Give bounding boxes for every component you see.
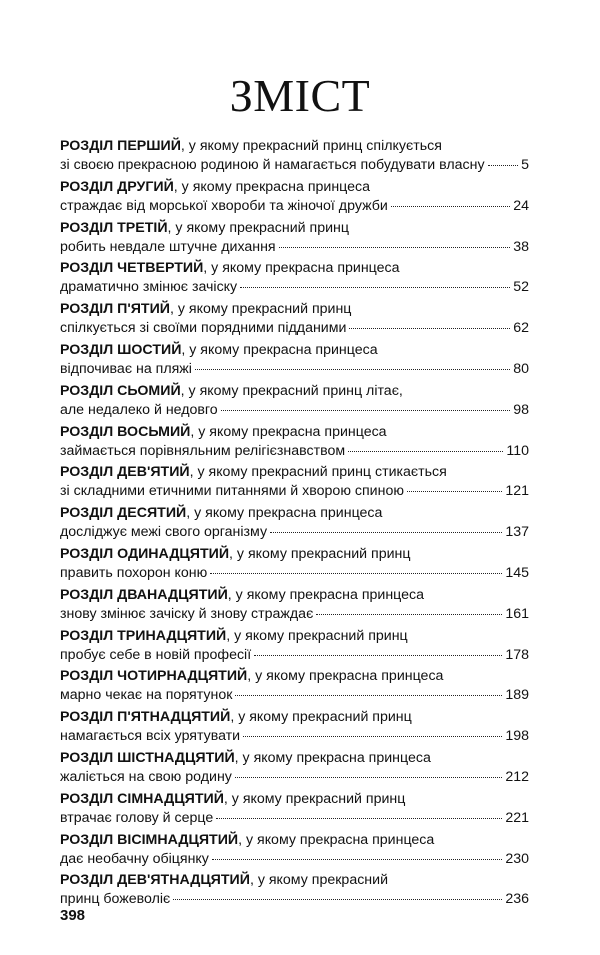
chapter-heading: РОЗДІЛ СЬОМИЙ [60, 382, 181, 399]
chapter-description: робить невдале штучне дихання [60, 238, 276, 255]
chapter-heading: РОЗДІЛ ПЕРШИЙ [60, 138, 181, 154]
chapter-page-number: 236 [505, 891, 529, 908]
toc-entry-title-line [60, 178, 370, 196]
toc-entry-description-line [60, 768, 529, 786]
chapter-intro: , у якому прекрасна принцеса [234, 749, 431, 766]
chapter-description: марно чекає на порятунок [60, 687, 233, 704]
chapter-heading: РОЗДІЛ ШОСТИЙ [60, 341, 182, 358]
toc-entry-title-line [60, 749, 431, 767]
chapter-heading: РОЗДІЛ ЧЕТВЕРТИЙ [60, 260, 204, 277]
dot-leader [216, 818, 502, 819]
chapter-description: дає необачну обіцянку [60, 850, 209, 867]
chapter-page-number: 212 [505, 768, 529, 785]
chapter-description: втрачає голову й серце [60, 809, 214, 826]
chapter-description: страждає від морської хвороби та жіночої дружби [60, 197, 388, 214]
dot-leader [316, 614, 502, 615]
toc-entry [60, 178, 529, 219]
chapter-page-number: 121 [505, 483, 529, 500]
chapter-description: займається порівняльним релігієзнавством [60, 442, 346, 459]
toc-entry [60, 708, 529, 749]
toc-entry [60, 423, 529, 464]
chapter-heading: РОЗДІЛ ШІСТНАДЦЯТИЙ [60, 749, 235, 766]
toc-entry-description-line [60, 401, 529, 419]
toc-entry [60, 545, 529, 586]
dot-leader [407, 491, 502, 492]
toc-entry-title-line [60, 586, 424, 604]
chapter-description: досліджує межі свого організму [60, 524, 268, 541]
chapter-page-number: 161 [505, 605, 529, 622]
chapter-page-number: 80 [513, 360, 529, 377]
chapter-intro: , у якому прекрасна принцеса [227, 586, 424, 603]
chapter-intro: , у якому прекрасний принц [230, 709, 412, 726]
toc-entry [60, 137, 529, 178]
toc-entry-title-line [60, 708, 412, 726]
chapter-page-number: 178 [505, 646, 529, 663]
chapter-description: відпочиває на пляжі [60, 360, 192, 377]
chapter-heading: РОЗДІЛ П'ЯТИЙ [60, 301, 170, 318]
chapter-heading: РОЗДІЛ ОДИНАДЦЯТИЙ [60, 545, 230, 562]
table-of-contents [60, 137, 529, 912]
toc-entry [60, 382, 529, 423]
chapter-heading: РОЗДІЛ ДРУГИЙ [60, 178, 174, 195]
chapter-intro: , у якому прекрасна принцеса [238, 831, 435, 848]
chapter-description: зі своєю прекрасною родиною й намагається побудувати власну [60, 157, 485, 173]
chapter-page-number: 5 [521, 157, 529, 173]
chapter-page-number: 38 [513, 238, 529, 255]
dot-leader [221, 410, 511, 411]
toc-entry [60, 463, 529, 504]
chapter-description: жаліється на свою родину [60, 768, 232, 785]
dot-leader [212, 859, 502, 860]
chapter-heading: РОЗДІЛ ТРИНАДЦЯТИЙ [60, 627, 227, 644]
chapter-page-number: 62 [513, 320, 529, 337]
toc-entry-description-line [60, 727, 529, 745]
dot-leader [488, 165, 519, 166]
dot-leader [210, 573, 502, 574]
dot-leader [235, 777, 502, 778]
chapter-intro: , у якому прекрасний принц [226, 627, 408, 644]
toc-entry-title-line [60, 667, 443, 685]
toc-entry-description-line [60, 278, 529, 296]
toc-entry-title-line [60, 545, 411, 563]
page-title: ЗМІСТ [229, 70, 371, 121]
toc-entry-title-line [60, 137, 442, 155]
toc-entry-title-line [60, 382, 403, 400]
toc-entry-title-line [60, 627, 408, 645]
chapter-intro: , у якому прекрасний принц стикається [189, 464, 447, 481]
toc-entry-description-line [60, 197, 529, 215]
chapter-description: драматично змінює зачіску [60, 279, 238, 296]
chapter-heading: РОЗДІЛ ВОСЬМИЙ [60, 423, 191, 440]
dot-leader [243, 736, 502, 737]
toc-entry-title-line [60, 300, 351, 318]
chapter-intro: , у якому прекрасна принцеса [190, 423, 387, 440]
chapter-intro: , у якому прекрасна принцеса [181, 341, 378, 358]
toc-entry-title-line [60, 831, 434, 849]
toc-entry [60, 871, 529, 912]
chapter-intro: , у якому прекрасний [249, 872, 388, 889]
chapter-heading: РОЗДІЛ ЧОТИРНАДЦЯТИЙ [60, 668, 248, 685]
chapter-page-number: 145 [505, 564, 529, 581]
toc-entry-title-line [60, 423, 387, 441]
chapter-intro: , у якому прекрасна принцеса [186, 505, 383, 522]
toc-entry-description-line [60, 686, 529, 704]
dot-leader [173, 899, 502, 900]
chapter-description: намагається всіх урятувати [60, 728, 241, 745]
chapter-heading: РОЗДІЛ ВІСІМНАДЦЯТИЙ [60, 831, 239, 848]
toc-entry [60, 586, 529, 627]
toc-entry [60, 749, 529, 790]
toc-entry-title-line [60, 219, 349, 237]
dot-leader [254, 655, 502, 656]
toc-entry-description-line [60, 319, 529, 337]
toc-entry-title-line [60, 341, 378, 359]
chapter-heading: РОЗДІЛ СІМНАДЦЯТИЙ [60, 790, 224, 807]
toc-entry-description-line [60, 156, 529, 174]
toc-entry-title-line [60, 259, 400, 277]
toc-entry [60, 219, 529, 260]
toc-entry-description-line [60, 890, 529, 908]
chapter-intro: , у якому прекрасна принцеса [173, 178, 370, 195]
chapter-description: править похорон коню [60, 564, 208, 581]
toc-entry [60, 667, 529, 708]
toc-entry-description-line [60, 850, 529, 868]
chapter-page-number: 221 [505, 809, 529, 826]
toc-entry-title-line [60, 871, 388, 889]
chapter-page-number: 110 [506, 442, 529, 459]
chapter-intro: , у якому прекрасний принц [229, 545, 411, 562]
chapter-description: зі складними етичними питаннями й хворою спиною [60, 483, 404, 500]
toc-entry-description-line [60, 646, 529, 664]
chapter-page-number: 52 [513, 279, 529, 296]
toc-entry-description-line [60, 360, 529, 378]
chapter-heading: РОЗДІЛ ДЕВ'ЯТИЙ [60, 464, 190, 481]
toc-entry-description-line [60, 238, 529, 256]
dot-leader [391, 206, 510, 207]
toc-entry [60, 341, 529, 382]
toc-entry-description-line [60, 442, 529, 460]
chapter-page-number: 137 [505, 524, 529, 541]
toc-entry [60, 300, 529, 341]
dot-leader [270, 532, 502, 533]
chapter-page-number: 98 [513, 401, 529, 418]
chapter-heading: РОЗДІЛ П'ЯТНАДЦЯТИЙ [60, 709, 231, 726]
chapter-intro: , у якому прекрасний принц [167, 219, 349, 236]
chapter-description: але недалеко й недовго [60, 401, 218, 418]
chapter-intro: , у якому прекрасна принцеса [247, 668, 444, 685]
chapter-description: пробує себе в новій професії [60, 646, 252, 663]
chapter-intro: , у якому прекрасний принц [223, 790, 406, 807]
toc-entry-title-line [60, 790, 405, 808]
chapter-heading: РОЗДІЛ ТРЕТІЙ [60, 219, 168, 236]
toc-entry-title-line [60, 463, 447, 481]
dot-leader [349, 328, 510, 329]
chapter-description: спілкується зі своїми порядними підданими [60, 320, 347, 337]
chapter-description: принц божеволіє [60, 891, 171, 908]
chapter-intro: , у якому прекрасна принцеса [203, 260, 400, 277]
chapter-heading: РОЗДІЛ ДВАНАДЦЯТИЙ [60, 586, 228, 603]
chapter-intro: , у якому прекрасний принц [169, 301, 352, 318]
toc-entry [60, 831, 529, 872]
chapter-page-number: 230 [505, 850, 529, 867]
chapter-heading: РОЗДІЛ ДЕВ'ЯТНАДЦЯТИЙ [60, 872, 250, 889]
chapter-description: знову змінює зачіску й знову страждає [60, 605, 314, 622]
chapter-page-number: 189 [505, 687, 529, 704]
toc-entry-description-line [60, 605, 529, 623]
page-number: 398 [60, 907, 86, 924]
dot-leader [235, 695, 502, 696]
dot-leader [240, 287, 510, 288]
toc-entry-description-line [60, 482, 529, 500]
toc-entry [60, 627, 529, 668]
chapter-page-number: 198 [505, 728, 529, 745]
chapter-intro: , у якому прекрасний принц літає, [180, 382, 403, 399]
toc-entry-description-line [60, 809, 529, 827]
dot-leader [279, 247, 511, 248]
chapter-page-number: 24 [513, 197, 529, 214]
chapter-intro: , у якому прекрасний принц спілкується [180, 138, 442, 154]
toc-entry [60, 259, 529, 300]
toc-entry-description-line [60, 523, 529, 541]
dot-leader [348, 451, 503, 452]
toc-entry [60, 504, 529, 545]
toc-entry-description-line [60, 564, 529, 582]
dot-leader [195, 369, 510, 370]
toc-entry [60, 790, 529, 831]
toc-entry-title-line [60, 504, 382, 522]
chapter-heading: РОЗДІЛ ДЕСЯТИЙ [60, 505, 187, 522]
